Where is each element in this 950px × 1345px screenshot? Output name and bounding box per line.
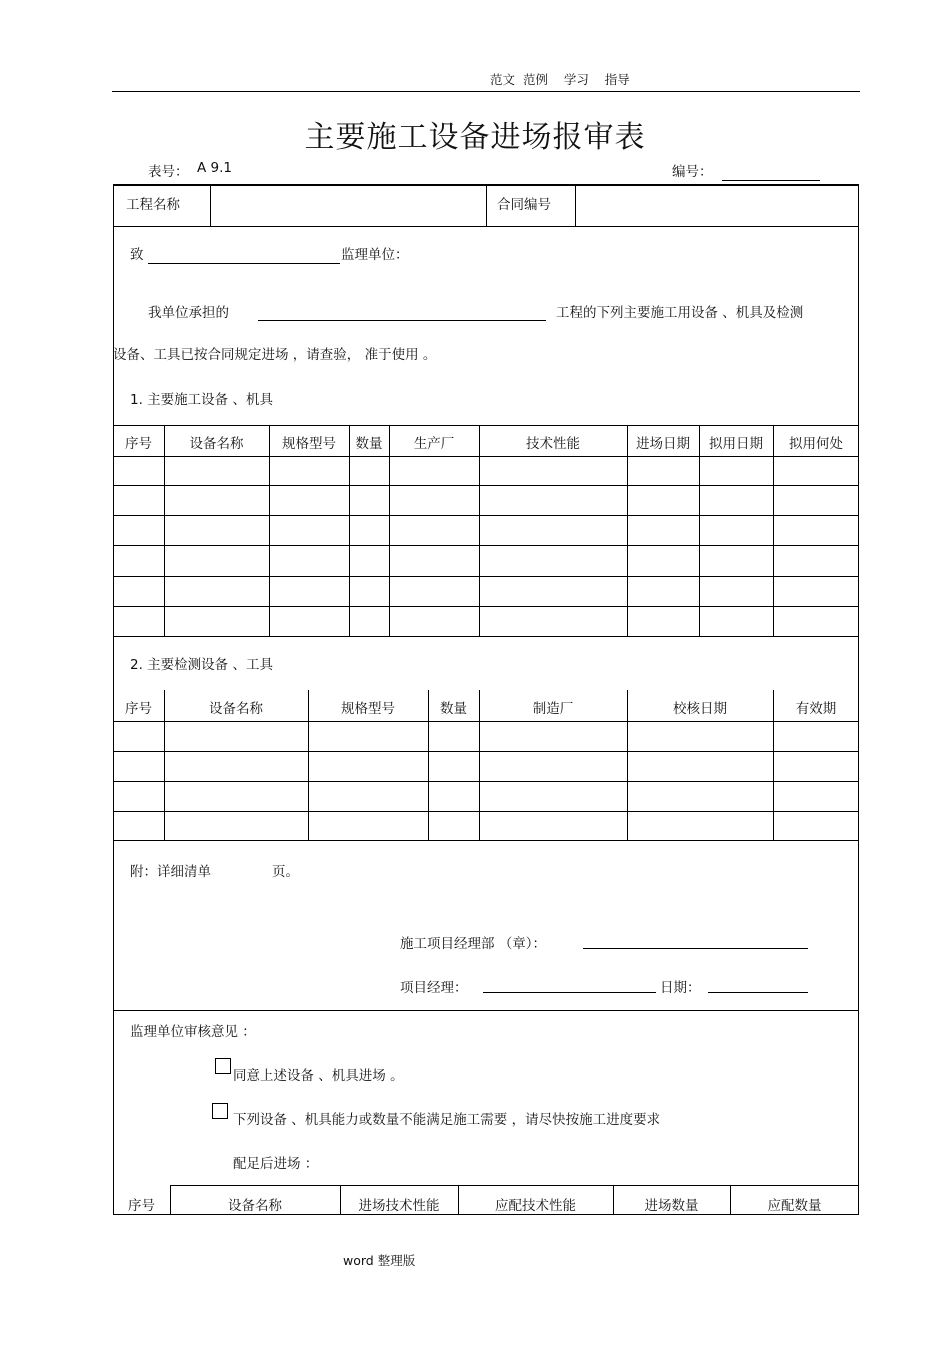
intro-prefix: 我单位承担的 (148, 305, 229, 321)
page-header-label: 范文 范例 学习 指导 (490, 72, 630, 87)
project-name-label: 工程名称 (126, 197, 180, 213)
grid-rule (113, 636, 859, 637)
date-label: 日期： (660, 980, 701, 996)
column-header: 进场数量 (644, 1198, 699, 1214)
insufficient-option-label: 下列设备 、机具能力或数量不能满足施工需要 ，请尽快按施工进度要求 (233, 1112, 661, 1128)
project-dept-label: 施工项目经理部 （章）： (400, 936, 547, 952)
column-header: 拟用日期 (709, 436, 763, 452)
column-header: 制造厂 (532, 701, 574, 717)
review-top-rule (113, 1010, 859, 1011)
column-header: 应配技术性能 (495, 1198, 576, 1214)
column-header: 序号 (125, 701, 152, 717)
insufficient-checkbox[interactable] (212, 1103, 228, 1119)
page-title: 主要施工设备进场报审表 (304, 120, 646, 155)
column-header: 应配数量 (767, 1198, 822, 1214)
insufficient-option-continued: 配足后进场 ： (233, 1156, 319, 1172)
table-row[interactable] (114, 752, 858, 781)
table-row[interactable] (114, 577, 858, 606)
table-row[interactable] (114, 457, 858, 485)
contract-number-label: 合同编号 (497, 197, 551, 213)
column-header: 生产厂 (413, 436, 455, 452)
intro-line-2: 设备、工具已按合同规定进场 ，请查验， 准于使用 。 (113, 347, 437, 363)
approve-option-label: 同意上述设备 、机具进场 。 (233, 1068, 404, 1084)
column-header: 校核日期 (673, 701, 727, 717)
column-header: 数量 (440, 701, 467, 717)
date-field[interactable] (708, 992, 808, 993)
grid-rule (170, 1185, 859, 1186)
grid-divider (613, 1185, 614, 1214)
to-label: 致 (130, 247, 144, 263)
undertaken-project-field[interactable] (258, 320, 546, 321)
grid-divider (170, 1185, 171, 1214)
column-header: 设备名称 (228, 1198, 282, 1214)
section1-heading: 1. 主要施工设备 、机具 (130, 392, 273, 408)
column-header: 技术性能 (526, 436, 580, 452)
table-row[interactable] (114, 607, 858, 636)
contract-number-field[interactable] (576, 186, 858, 226)
project-manager-label: 项目经理： (400, 980, 468, 996)
table-row[interactable] (114, 486, 858, 515)
table-row[interactable] (114, 546, 858, 576)
project-dept-seal-field[interactable] (583, 948, 808, 949)
column-header: 有效期 (795, 701, 837, 717)
divider (486, 186, 487, 226)
column-header: 数量 (355, 436, 383, 452)
table1-top-rule (113, 425, 859, 426)
section2-heading: 2. 主要检测设备 、工具 (130, 657, 273, 673)
review-heading: 监理单位审核意见 ： (130, 1024, 256, 1040)
supervisor-name-field[interactable] (148, 263, 340, 264)
column-header: 规格型号 (341, 701, 395, 717)
serial-number-label: 编号： (672, 164, 713, 180)
column-header: 设备名称 (189, 436, 244, 452)
attachment-label: 附：详细清单 (130, 864, 211, 880)
column-header: 拟用何处 (789, 436, 843, 452)
attachment-pages-suffix: 页。 (272, 864, 299, 880)
column-header: 序号 (128, 1198, 155, 1214)
grid-divider (730, 1185, 731, 1214)
column-header: 进场日期 (636, 436, 690, 452)
header-rule (112, 91, 860, 92)
column-header: 设备名称 (209, 701, 263, 717)
serial-number-field[interactable] (722, 180, 820, 181)
row-rule (113, 226, 859, 227)
table-row[interactable] (114, 516, 858, 545)
footer-text: word 整理版 (343, 1253, 416, 1268)
intro-suffix: 工程的下列主要施工用设备 、机具及检测 (556, 305, 804, 321)
column-header: 序号 (125, 436, 152, 452)
grid-rule (113, 840, 859, 841)
grid-divider (340, 1185, 341, 1214)
supervisor-unit-label: 监理单位： (341, 247, 409, 263)
table-row[interactable] (114, 722, 858, 751)
project-name-field[interactable] (211, 186, 485, 226)
table-row[interactable] (114, 812, 858, 840)
column-header: 规格型号 (282, 436, 336, 452)
column-header: 进场技术性能 (358, 1198, 440, 1214)
project-manager-field[interactable] (483, 992, 656, 993)
grid-divider (458, 1185, 459, 1214)
form-number-label: 表号： (148, 164, 189, 180)
approve-checkbox[interactable] (215, 1058, 231, 1074)
table-row[interactable] (114, 782, 858, 811)
form-number-value: A 9.1 (197, 160, 232, 176)
grid-rule (113, 1214, 859, 1215)
